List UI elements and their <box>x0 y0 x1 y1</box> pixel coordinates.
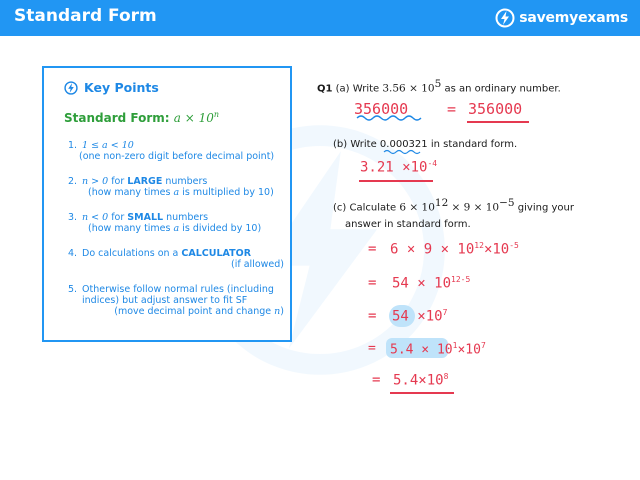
question-exponent: 12 <box>434 197 449 209</box>
question-expression: 3.56 × 10 <box>382 82 435 95</box>
item-sub: (if allowed) <box>231 259 284 270</box>
item-text: for <box>111 212 125 223</box>
handwritten-working-base: 6 × 9 × 10 <box>390 241 475 258</box>
definition-exponent: n <box>213 110 220 119</box>
question-number: Q1 <box>317 83 333 95</box>
item-condition: n > 0 <box>82 176 109 187</box>
handwritten-equals: = <box>368 241 377 257</box>
handwritten-working-base: ×10 <box>457 342 481 358</box>
handwritten-exponent: 1 <box>452 341 458 350</box>
question-text: (a) Write <box>335 83 380 95</box>
item-condition: n < 0 <box>82 212 109 223</box>
header-bar <box>0 0 640 36</box>
question-1c <box>333 197 574 213</box>
handwritten-answer <box>360 159 437 176</box>
handwritten-exponent: 12-5 <box>451 275 471 284</box>
definition-formula: a × 10 <box>173 111 214 125</box>
question-expression: × 9 × 10 <box>451 201 500 214</box>
list-item <box>68 176 284 198</box>
handwritten-equals: = <box>447 100 457 118</box>
answer-underline <box>390 392 454 394</box>
working-underline <box>382 149 422 155</box>
item-number: 4. <box>68 248 78 259</box>
item-sub: (how many times <box>88 187 171 198</box>
handwritten-equals: = <box>368 341 376 356</box>
handwritten-exponent: 12 <box>474 241 484 250</box>
handwritten-working <box>390 341 486 357</box>
question-1a <box>317 78 561 94</box>
question-value: 0.000321 <box>379 139 428 150</box>
item-emphasis: LARGE <box>127 176 163 187</box>
handwritten-answer <box>393 372 448 389</box>
handwritten-equals: = <box>368 275 377 291</box>
brand-name: savemyexams <box>519 10 628 26</box>
list-item <box>68 248 284 270</box>
key-points-title: Key Points <box>84 80 159 95</box>
definition-label: Standard Form: <box>64 111 170 125</box>
handwritten-answer-base: 3.21 ×10 <box>360 159 428 176</box>
item-text: for <box>111 176 125 187</box>
handwritten-working-base: 54 × 10 <box>392 275 452 292</box>
item-number: 5. <box>68 284 78 295</box>
question-text: (b) Write <box>333 139 377 150</box>
handwritten-working: 356000 <box>354 100 409 118</box>
handwritten-exponent: 8 <box>443 372 449 381</box>
list-item <box>68 284 284 317</box>
item-sub: (move decimal point and change <box>114 306 272 317</box>
answer-underline <box>359 180 433 182</box>
item-sub: ) <box>280 306 284 317</box>
handwritten-exponent: -5 <box>509 241 519 250</box>
question-1b <box>333 139 517 150</box>
item-text: Otherwise follow normal rules (including <box>82 284 274 295</box>
item-variable: a <box>173 187 180 198</box>
page-title: Standard Form <box>14 6 157 26</box>
item-number: 2. <box>68 176 78 187</box>
item-variable: n <box>274 306 281 317</box>
handwritten-answer: 356000 <box>468 100 523 118</box>
item-text: numbers <box>165 176 208 187</box>
key-points-header <box>64 80 159 95</box>
item-sub: is divided by 10) <box>182 223 262 234</box>
question-expression: 6 × 10 <box>399 201 435 214</box>
question-text: as an ordinary number. <box>444 83 561 95</box>
handwritten-exponent: 7 <box>480 341 486 350</box>
item-sub: is multiplied by 10) <box>182 187 274 198</box>
item-variable: a <box>173 223 180 234</box>
item-sub: (one non-zero digit before decimal point) <box>79 151 275 162</box>
handwritten-working <box>392 308 447 325</box>
handwritten-equals: = <box>372 372 381 388</box>
key-points-panel <box>42 66 292 342</box>
highlighted-value: 5.4 × 10 <box>390 342 453 358</box>
item-emphasis: CALCULATOR <box>181 248 252 259</box>
handwritten-equals: = <box>368 308 377 324</box>
handwritten-exponent: -4 <box>427 159 438 168</box>
item-sub: (how many times <box>88 223 171 234</box>
item-emphasis: SMALL <box>127 212 164 223</box>
brand-logo[interactable] <box>495 8 628 28</box>
handwritten-working-base: ×10 <box>417 308 443 325</box>
question-text: answer in standard form. <box>345 219 471 230</box>
handwritten-working-base: ×10 <box>483 241 510 258</box>
list-item <box>68 140 284 162</box>
item-text: Do calculations on a <box>82 248 179 259</box>
question-exponent: 5 <box>434 78 442 90</box>
handwritten-answer-base: 5.4×10 <box>393 372 444 389</box>
handwritten-working <box>392 275 470 292</box>
item-number: 1. <box>68 140 78 151</box>
highlighted-value: 54 <box>392 308 409 325</box>
question-exponent: −5 <box>499 197 515 209</box>
question-text: in standard form. <box>430 139 518 150</box>
handwritten-working <box>390 241 519 258</box>
answer-underline <box>467 121 529 123</box>
item-number: 3. <box>68 212 78 223</box>
list-item <box>68 212 284 234</box>
handwritten-exponent: 7 <box>442 308 448 317</box>
lightning-bolt-icon <box>64 81 78 95</box>
question-text: (c) Calculate <box>333 202 397 214</box>
item-text: numbers <box>166 212 209 223</box>
question-text: giving your <box>517 202 574 214</box>
item-main: 1 ≤ a < 10 <box>82 140 134 151</box>
lightning-bolt-icon <box>495 8 515 28</box>
item-text: indices) but adjust answer to fit SF <box>82 295 248 306</box>
standard-form-definition <box>64 110 219 125</box>
